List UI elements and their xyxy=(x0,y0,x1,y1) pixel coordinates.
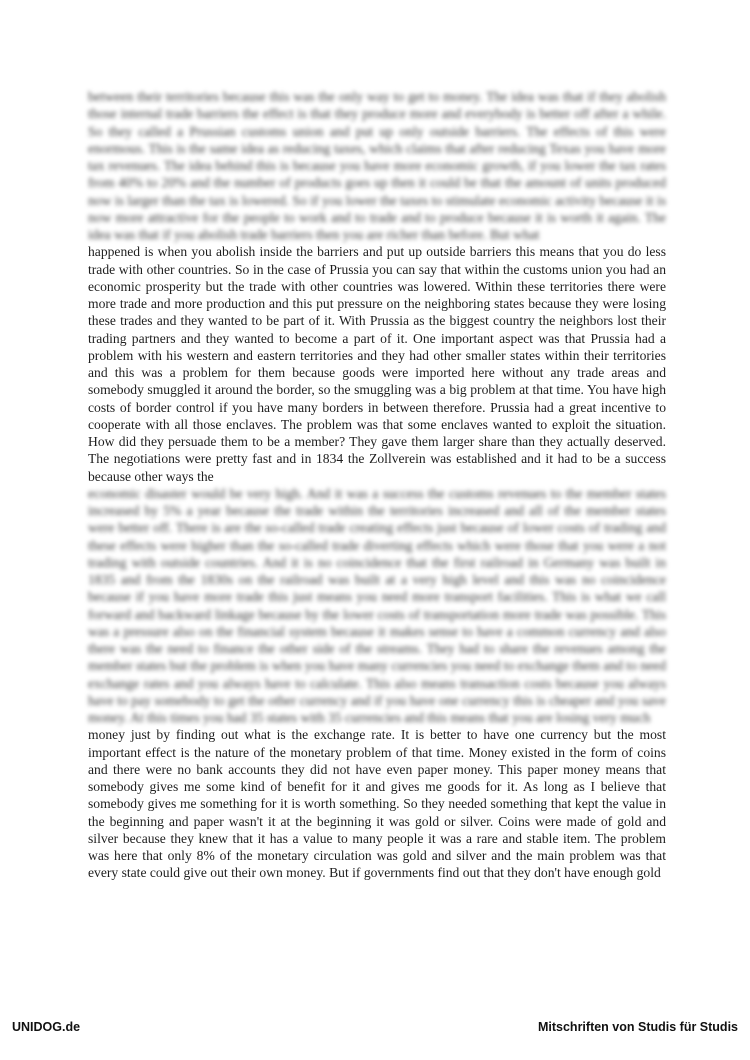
visible-text-1: happened is when you abolish inside the barriers and put up outside barriers this means that you do less trade with other countries. So in the case of Prussia you can say that within the customs union you had an economic prosperity but the trade with other countries was lowered. Within these territories there were more trade and more production and this put pressure on the neighboring states because they were losing these trades and they wanted to be part of it. With Prussia as the biggest country the neighbors lost their trading partners and they wanted to become a part of it. One important aspect was that Prussia had a problem with his western and eastern territories and they had other smaller states within their territories and this was a problem for them because goods were imported here without any trade areas and somebody smuggled it around the border, so the smuggling was a big problem at that time. You have high costs of border control if you have many borders in between therefore. Prussia had a great incentive to cooperate with all those enclaves. The problem was that some enclaves wanted to exploit the situation. How did they persuade them to be a member? They gave them larger share than they actually deserved. The negotiations were pretty fast and in 1834 the Zollverein was established and it had to be a success because other ways the xyxy=(88,244,666,484)
visible-text-2: money just by finding out what is the exchange rate. It is better to have one currency but the most important effect is the nature of the monetary problem of that time. Money existed in the form of coins and there were no bank accounts they did not have even paper money. This paper money means that somebody gives me some kind of benefit for it and gives me goods for it. As long as I believe that somebody gives me something for it is worth something. So they needed something that kept the value in the beginning and paper wasn't it at the beginning it was gold or silver. Coins were made of gold and silver because they knew that it has a value to many people it was a rare and stable item. The problem was here that only 8% of the monetary circulation was gold and silver and the main problem was that every state could give out their own money. But if governments find out that they don't have enough gold xyxy=(88,727,666,881)
blurred-text-middle: economic disaster would be very high. And it was a success the customs revenues to the member states increased by 5% a year because the trade within the territories increased and all of the member states were better off. There is are the so-called trade creating effects just because of lower costs of trading and these effects were higher than the so-called trade diverting effects which were those that you were a not trading with outside countries. And it is no coincidence that the first railroad in Germany was built in 1835 and from the 1830s on the railroad was built at a very high level and this was no coincidence because if you have more trade this just means you need more transport facilities. This is what we call forward and backward linkage because by the lower costs of transportation more trade was possible. This was a pressure also on the financial system because it makes sense to have a common currency and also there was the need to finance the other side of the streams. They had to share the revenues among the member states but the problem is when you have many currencies you need to exchange them and to need exchange rates and you always have to calculate. This also means transaction costs because you always have to pay somebody to get the other currency and if you have one currency this is cheaper and you save money. At this times you had 35 states with 35 currencies and this means that you are losing very much xyxy=(88,485,666,725)
footer-tagline: Mitschriften von Studis für Studis xyxy=(537,1020,738,1034)
footer-brand: UNIDOG.de xyxy=(12,1020,81,1034)
blurred-text-top: between their territories because this was the only way to get to money. The idea was that if they abolish those internal trade barriers the effect is that they produce more and everybody is better off after a while. So they called a Prussian customs union and put up only outside barriers. The effects of this were enormous. This is the same idea as reducing taxes, which claims that after reducing Texas you have more tax revenues. The idea behind this is because you have more economic growth, if you lower the tax rates from 40% to 20% and the number of products goes up then it could be that the amount of units produced now is larger than the tax is lowered. So if you lower the taxes to stimulate economic activity because it is now more attractive for the people to work and to trade and to produce because it is worth it again. The idea was that if you abolish trade barriers then you are richer than before. But what xyxy=(88,89,666,242)
document-body xyxy=(88,88,666,882)
